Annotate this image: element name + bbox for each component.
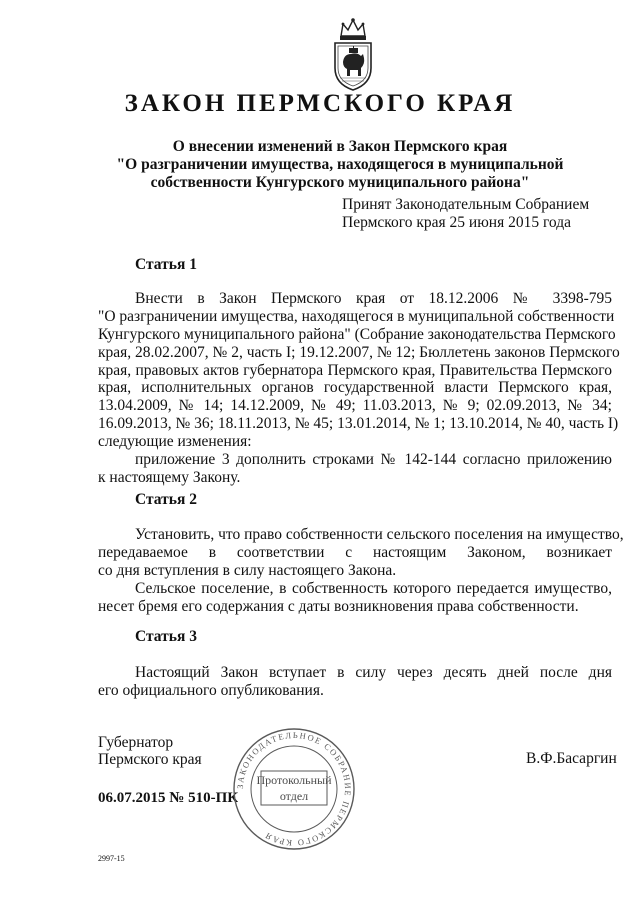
stamp-line: отдел [279, 789, 309, 803]
stamp-seal-icon [231, 726, 357, 852]
adoption-line: Пермского края 25 июня 2015 года [342, 214, 571, 231]
position-line: Губернатор [98, 734, 174, 751]
text-line: несет бремя его содержания с даты возникновения права собственности. [98, 597, 579, 615]
stamp-line: Протокольный [256, 773, 332, 787]
text-line: "О разграничении имущества, находящегося в муниципальной собственности [98, 307, 615, 325]
article-3-body [98, 664, 612, 700]
subtitle-line: "О разграничении имущества, находящегося в муниципальной [116, 156, 564, 173]
text-line: Сельское поселение, в собственность которого передается имущество, [135, 579, 612, 597]
text-line: Установить, что право собственности сельского поселения на имущество, [135, 526, 624, 543]
text-line: Внести в Закон Пермского края от 18.12.2006 № 3398-795 [135, 290, 612, 307]
article-1-body [98, 290, 620, 487]
adoption-line: Принят Законодательным Собранием [342, 196, 590, 213]
article-2-title: Статья 2 [135, 491, 197, 508]
text-line: следующие изменения: [98, 433, 252, 451]
subtitle-line: О внесении изменений в Закон Пермского края [172, 138, 508, 155]
governor-name: В.Ф.Басаргин [526, 750, 617, 767]
article-3-title: Статья 3 [135, 628, 197, 645]
text-line: края, правовых актов губернатора Пермского края, Правительства Пермского [98, 361, 612, 379]
law-subtitle [110, 138, 570, 192]
coat-of-arms-icon [331, 16, 375, 92]
text-line: со дня вступления в силу настоящего Закона. [98, 561, 397, 579]
text-line: его официального опубликования. [98, 681, 324, 699]
text-line: 13.04.2009, № 14; 14.12.2009, № 49; 11.03.2013, № 9; 02.09.2013, № 34; [98, 397, 612, 415]
article-1-title: Статья 1 [135, 256, 197, 273]
text-line: к настоящему Закону. [98, 468, 241, 486]
text-line: приложение 3 дополнить строками № 142-144 согласно приложению [135, 451, 612, 469]
subtitle-line: собственности Кунгурского муниципального района" [150, 174, 530, 191]
stamp-ring-text: ЗАКОНОДАТЕЛЬНОЕ СОБРАНИЕ ПЕРМСКОГО КРАЯ [234, 729, 354, 849]
adoption-note [342, 196, 589, 232]
governor-position [98, 734, 202, 768]
position-line: Пермского края [98, 751, 202, 768]
footer-code: 2997-15 [98, 854, 125, 863]
text-line: 16.09.2013, № 36; 18.11.2013, № 45; 13.01.2014, № 1; 13.10.2014, № 40, часть I) [98, 415, 619, 433]
text-line: Кунгурского муниципального района" (Собрание законодательства Пермского [98, 325, 616, 343]
article-2-body [98, 526, 624, 615]
law-title: ЗАКОН ПЕРМСКОГО КРАЯ [124, 90, 516, 117]
text-line: Настоящий Закон вступает в силу через десять дней после дня [135, 664, 612, 681]
text-line: края, исполнительных органов государственной власти Пермского края, [98, 379, 612, 397]
text-line: передаваемое в соответствии с настоящим Законом, возникает [98, 543, 612, 561]
text-line: края, 28.02.2007, № 2, часть I; 19.12.2007, № 12; Бюллетень законов Пермского [98, 343, 620, 361]
law-date-number: 06.07.2015 № 510-ПК [98, 790, 239, 806]
